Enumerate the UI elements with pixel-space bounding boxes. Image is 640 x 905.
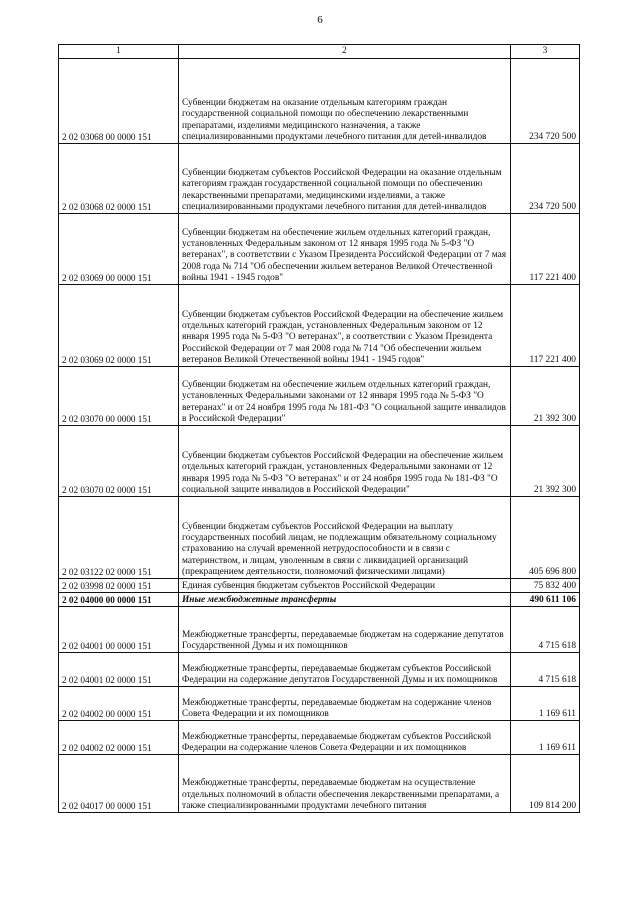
table-row: [59, 497, 580, 579]
row-amount: 117 221 400: [511, 214, 580, 285]
row-code: 2 02 03068 00 0000 151: [59, 59, 179, 144]
table-row: [59, 755, 580, 813]
row-amount: 21 392 300: [511, 367, 580, 426]
row-amount: 117 221 400: [511, 285, 580, 367]
column-header-code: 1: [59, 45, 179, 59]
row-name: Субвенции бюджетам на обеспечение жильем отдельных категорий граждан, установленных Федеральными законами от 12 января 1995 года № 5-ФЗ "О ветеранах" и от 24 ноября 1995 года № 181-ФЗ "О социальной защите инвалидов в Российской Федерации": [179, 367, 511, 426]
row-name: Межбюджетные трансферты, передаваемые бюджетам на осуществление отдельных полномочий в области обеспечения лекарственными препаратами, а также специализированными продуктами лечебного питания: [179, 755, 511, 813]
table-row: [59, 285, 580, 367]
row-amount: 234 720 500: [511, 144, 580, 214]
row-name: Субвенции бюджетам субъектов Российской Федерации на обеспечение жильем отдельных категорий граждан, установленных Федеральными законами от 12 января 1995 года № 5-ФЗ "О ветеранах" и от 24 ноября 1995 года № 181-ФЗ "О социальной защите инвалидов в Российской Федерации": [179, 426, 511, 497]
table-row: [59, 687, 580, 721]
row-amount: 21 392 300: [511, 426, 580, 497]
row-code: 2 02 03068 02 0000 151: [59, 144, 179, 214]
table-row: [59, 653, 580, 687]
budget-table: [58, 44, 580, 813]
row-code: 2 02 04001 00 0000 151: [59, 607, 179, 653]
table-row: [59, 593, 580, 607]
column-header-amount: 3: [511, 45, 580, 59]
row-amount: 490 611 106: [511, 593, 580, 607]
table-row: [59, 144, 580, 214]
row-name: Межбюджетные трансферты, передаваемые бюджетам на содержание членов Совета Федерации и их помощников: [179, 687, 511, 721]
row-amount: 405 696 800: [511, 497, 580, 579]
row-name: Единая субвенция бюджетам субъектов Российской Федерации: [179, 579, 511, 593]
column-header-name: 2: [179, 45, 511, 59]
row-code: 2 02 04001 02 0000 151: [59, 653, 179, 687]
row-name: Субвенции бюджетам на оказание отдельным категориям граждан государственной социальной помощи по обеспечению лекарственными препаратами, изделиями медицинского назначения, а также специализированными продуктами лечебного питания для детей-инвалидов: [179, 59, 511, 144]
row-amount: 1 169 611: [511, 721, 580, 755]
table-row: [59, 367, 580, 426]
table-row: [59, 214, 580, 285]
page-number: 6: [317, 14, 323, 26]
row-name: Межбюджетные трансферты, передаваемые бюджетам субъектов Российской Федерации на содержание депутатов Государственной Думы и их помощников: [179, 653, 511, 687]
table-row: [59, 607, 580, 653]
row-name: Межбюджетные трансферты, передаваемые бюджетам на содержание депутатов Государственной Думы и их помощников: [179, 607, 511, 653]
row-code: 2 02 03070 02 0000 151: [59, 426, 179, 497]
table-row: [59, 59, 580, 144]
row-code: 2 02 03122 02 0000 151: [59, 497, 179, 579]
table-header-row: [59, 45, 580, 59]
row-name: Субвенции бюджетам субъектов Российской Федерации на обеспечение жильем отдельных категорий граждан, установленных Федеральным законом от 12 января 1995 года № 5-ФЗ "О ветеранах", в соответствии с Указом Президента Российской Федерации от 7 мая 2008 года № 714 "Об обеспечении жильем ветеранов Великой Отечественной войны 1941 - 1945 годов": [179, 285, 511, 367]
table-row: [59, 426, 580, 497]
row-code: 2 02 04000 00 0000 151: [59, 593, 179, 607]
row-name: Субвенции бюджетам субъектов Российской Федерации на выплату государственных пособий лицам, не подлежащим обязательному социальному страхованию на случай временной нетрудоспособности и в связи с материнством, и лицам, уволенным в связи с ликвидацией организаций (прекращением деятельности, полномочий физическими лицами): [179, 497, 511, 579]
row-code: 2 02 03069 02 0000 151: [59, 285, 179, 367]
row-code: 2 02 03069 00 0000 151: [59, 214, 179, 285]
row-code: 2 02 03998 02 0000 151: [59, 579, 179, 593]
row-amount: 4 715 618: [511, 653, 580, 687]
row-amount: 4 715 618: [511, 607, 580, 653]
row-name: Субвенции бюджетам субъектов Российской Федерации на оказание отдельным категориям граждан государственной социальной помощи по обеспечению лекарственными препаратами, медицинскими изделиями, а также специализированными продуктами лечебного питания для детей-инвалидов: [179, 144, 511, 214]
row-code: 2 02 03070 00 0000 151: [59, 367, 179, 426]
table-row: [59, 721, 580, 755]
row-amount: 1 169 611: [511, 687, 580, 721]
row-name: Иные межбюджетные трансферты: [179, 593, 511, 607]
row-amount: 75 832 400: [511, 579, 580, 593]
row-code: 2 02 04002 00 0000 151: [59, 687, 179, 721]
row-name: Субвенции бюджетам на обеспечение жильем отдельных категорий граждан, установленных Федеральным законом от 12 января 1995 года № 5-ФЗ "О ветеранах", в соответствии с Указом Президента Российской Федерации от 7 мая 2008 года № 714 "Об обеспечении жильем ветеранов Великой Отечественной войны 1941 - 1945 годов": [179, 214, 511, 285]
row-amount: 109 814 200: [511, 755, 580, 813]
row-code: 2 02 04002 02 0000 151: [59, 721, 179, 755]
row-amount: 234 720 500: [511, 59, 580, 144]
table-row: [59, 579, 580, 593]
row-code: 2 02 04017 00 0000 151: [59, 755, 179, 813]
row-name: Межбюджетные трансферты, передаваемые бюджетам субъектов Российской Федерации на содержание членов Совета Федерации и их помощников: [179, 721, 511, 755]
